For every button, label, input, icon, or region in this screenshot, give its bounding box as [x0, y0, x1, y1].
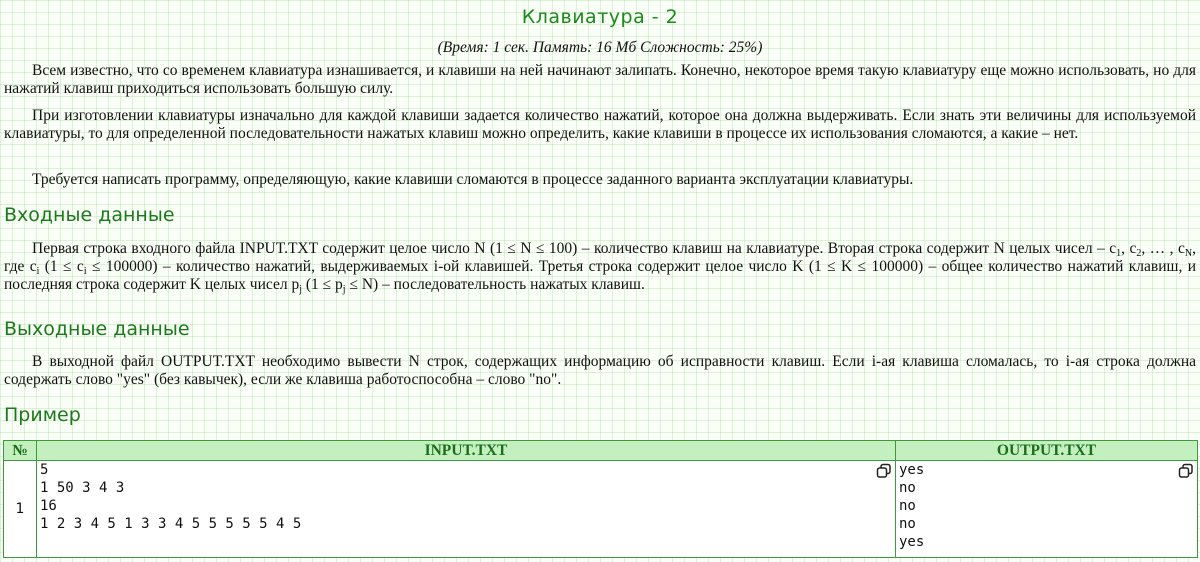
example-row-number: 1 [4, 461, 37, 558]
statement-paragraph-3: Требуется написать программу, определяющую, какие клавиши сломаются в процессе заданного варианта эксплуатации клавиатуры. [32, 171, 914, 188]
problem-title: Клавиатура - 2 [521, 6, 679, 28]
example-header-row [4, 441, 1198, 461]
output-line: yes [899, 462, 925, 478]
example-heading: Пример [4, 404, 81, 426]
input-line: 1 50 3 4 3 [40, 480, 125, 496]
output-line: no [899, 516, 916, 532]
column-input-header: INPUT.TXT [37, 441, 896, 461]
output-line: no [899, 480, 916, 496]
input-heading: Входные данные [4, 204, 175, 226]
output-line: yes [899, 534, 925, 550]
input-description: Первая строка входного файла INPUT.TXT содержит целое число N (1 ≤ N ≤ 100) – количество клавиш на клавиатуре. Вторая строка содержит N целых чисел – $c_1$, $c_2$, … , $c_N$, где $c_i$ $(1 \le c_i \le 100000)$ – количество нажатий, выдерживаемых i-ой клавишей. Третья строка содержит целое число K (1 ≤ K ≤ 100000) – общее количество нажатий клавиш, и последняя строка содержит K целых чисел $p_j$ $(1 \le p_j \le N)$ – последовательность нажатых клавиш. [4, 240, 1197, 295]
output-heading: Выходные данные [4, 318, 190, 340]
copy-output-icon[interactable] [1178, 463, 1194, 479]
statement-paragraph-1: Всем известно, что со временем клавиатура изнашивается, и клавиши на ней начинают залипать. Конечно, некоторое время такую клавиатуру еще можно использовать, но для нажатий клавиш приходиться использовать большую силу. [4, 62, 1196, 97]
output-description: В выходной файл OUTPUT.TXT необходимо вывести N строк, содержащих информацию об исправности клавиш. Если i-ая клавиша сломалась, то i-ая строка должна содержать слово "yes" (без кавычек), если же клавиша работоспособна – слово "no". [4, 353, 1196, 388]
output-line: no [899, 498, 916, 514]
input-cell [37, 461, 896, 558]
example-table [3, 440, 1198, 558]
column-output-header: OUTPUT.TXT [896, 441, 1198, 461]
input-line: 16 [40, 498, 57, 514]
copy-input-icon[interactable] [876, 463, 892, 479]
output-cell [896, 461, 1198, 558]
input-line: 1 2 3 4 5 1 3 3 4 5 5 5 5 5 4 5 [40, 516, 302, 532]
column-number-header: № [4, 441, 37, 461]
problem-limits: (Время: 1 сек. Память: 16 Мб Сложность: 25%) [437, 39, 763, 56]
statement-paragraph-2: При изготовлении клавиатуры изначально для каждой клавиши задается количество нажатий, которое она должна выдерживать. Если знать эти величины для используемой клавиатуры, то для определенной последовательности нажатых клавиш можно определить, какие клавиши в процессе их использования сломаются, а какие – нет. [4, 107, 1196, 142]
input-line: 5 [40, 462, 49, 478]
example-row [4, 461, 1198, 558]
